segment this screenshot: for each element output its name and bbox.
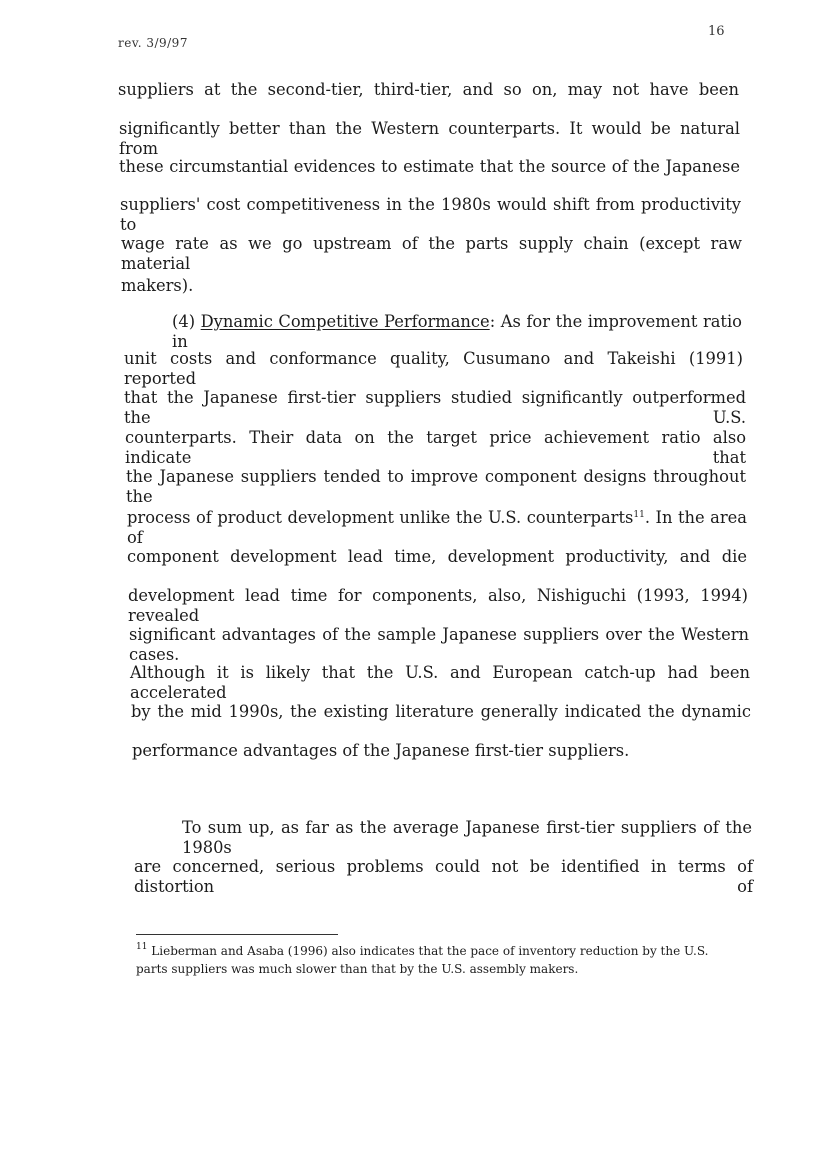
body-line-12-start: process of product development unlike the U.S. counterparts: [127, 508, 634, 527]
footnote-11-line-2: parts suppliers was much slower than that by the U.S. assembly makers.: [136, 962, 579, 976]
page-number: 16: [708, 24, 725, 39]
footnote-11-line-1: [136, 944, 708, 959]
section4-heading-rest: : As for the improvement ratio in: [172, 312, 742, 351]
body-line-14: development lead time for components, also, Nishiguchi (1993, 1994) revealed: [128, 586, 748, 625]
body-line-11: the Japanese suppliers tended to improve component designs throughout the: [126, 467, 746, 506]
body-line-9: that the Japanese first-tier suppliers studied significantly outperformed the U.S.: [124, 388, 746, 427]
section4-first-line: [172, 312, 742, 352]
footnote-11-text-1: Lieberman and Asaba (1996) also indicates that the pace of inventory reduction by the U.S.: [151, 944, 709, 958]
body-line-footnote-ref: [127, 508, 747, 548]
body-line-3: these circumstantial evidences to estimate that the source of the Japanese: [119, 157, 740, 176]
footnote-marker: 11: [136, 942, 148, 952]
body-line-16: Although it is likely that the U.S. and European catch-up had been accelerated: [130, 663, 750, 702]
body-line-18: performance advantages of the Japanese first-tier suppliers.: [132, 741, 630, 760]
footnote-reference-11[interactable]: 11: [633, 510, 645, 520]
revision-date: rev. 3/9/97: [118, 36, 188, 50]
body-line-4: suppliers' cost competitiveness in the 1980s would shift from productivity to: [120, 195, 741, 234]
body-line-10: counterparts. Their data on the target price achievement ratio also indicate that: [125, 428, 746, 467]
body-line-19: To sum up, as far as the average Japanese first-tier suppliers of the 1980s: [182, 818, 752, 857]
body-line-8: unit costs and conformance quality, Cusumano and Takeishi (1991) reported: [124, 349, 743, 388]
footnote-divider: [136, 934, 338, 935]
body-line-17: by the mid 1990s, the existing literature generally indicated the dynamic: [131, 702, 751, 721]
body-line-13: component development lead time, development productivity, and die: [127, 547, 747, 566]
body-line-15: significant advantages of the sample Japanese suppliers over the Western cases.: [129, 625, 749, 664]
section4-number: (4): [172, 312, 201, 331]
section4-heading: Dynamic Competitive Performance: [200, 312, 490, 331]
body-line-2: significantly better than the Western counterparts. It would be natural from: [119, 119, 740, 158]
body-line-20: are concerned, serious problems could not be identified in terms of distortion of: [134, 857, 753, 896]
body-line-5: wage rate as we go upstream of the parts supply chain (except raw material: [121, 234, 742, 273]
body-line-12-end: . In the area of: [127, 508, 747, 547]
body-line-1: suppliers at the second-tier, third-tier, and so on, may not have been: [118, 80, 739, 99]
body-line-6: makers).: [121, 276, 194, 295]
